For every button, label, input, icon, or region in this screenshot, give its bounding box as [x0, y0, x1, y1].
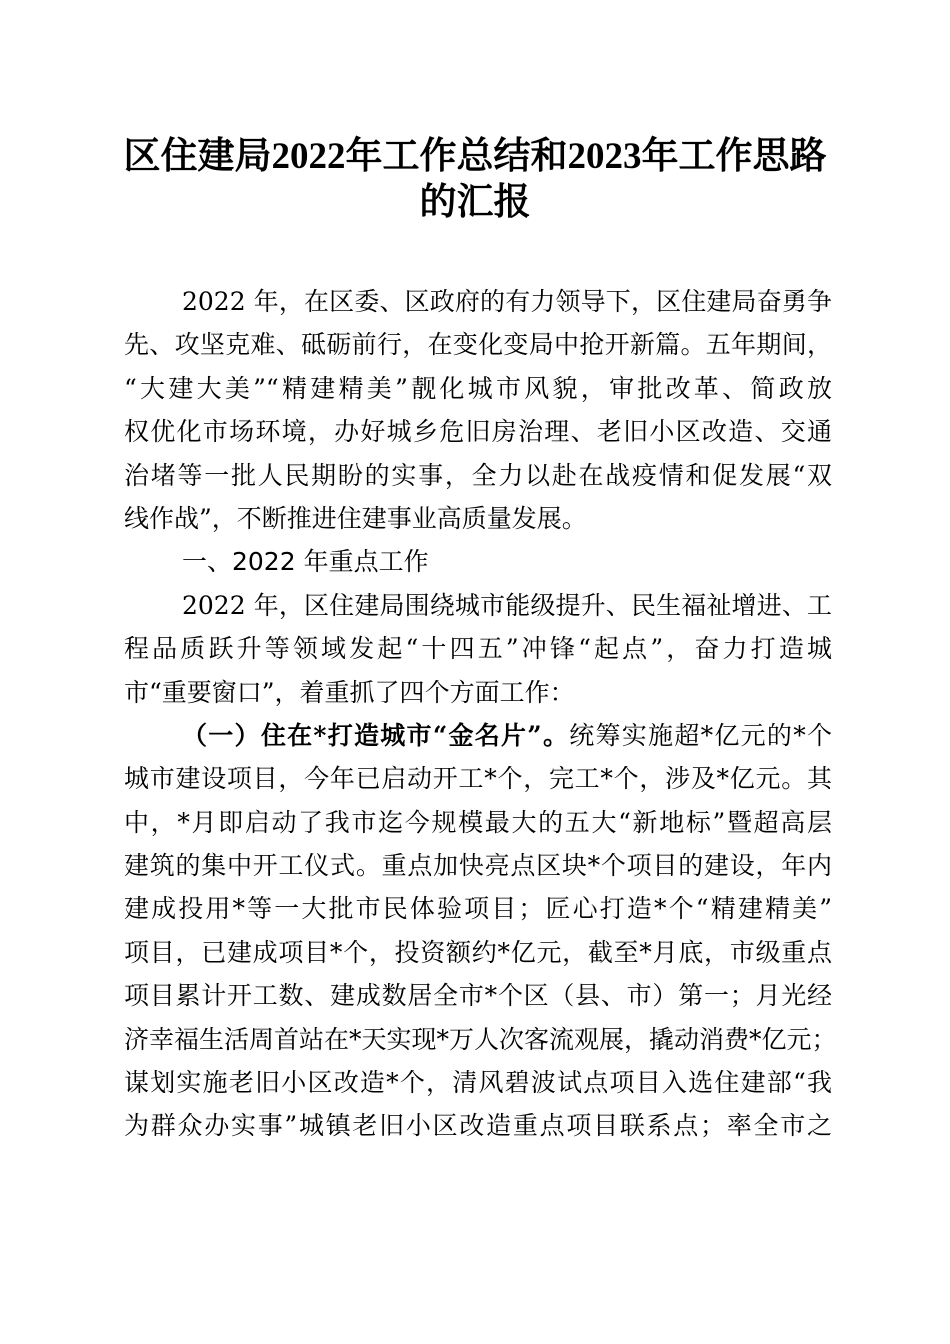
text-line: 程品质跃升等领域发起“十四五”冲锋“起点”，奋力打造城 — [124, 634, 832, 664]
subheading: （一）住在*打造城市“金名片”。 — [182, 720, 570, 750]
text-line: 2022 年，区住建局围绕城市能级提升、民生福祉增进、工 — [182, 590, 832, 620]
text-line: 济幸福生活周首站在*天实现*万人次客流观展，撬动消费*亿元； — [124, 1024, 837, 1054]
document-body — [124, 280, 837, 1148]
text-line: 谋划实施老旧小区改造*个，清风碧波试点项目入选住建部“我 — [124, 1068, 832, 1098]
item-1-paragraph — [124, 714, 837, 1148]
text-span: 统筹实施超*亿元的*个 — [569, 720, 832, 750]
title-line-1: 区住建局2022年工作总结和2023年工作思路 — [123, 136, 827, 177]
text-line: 项目，已建成项目*个，投资额约*亿元，截至*月底，市级重点 — [124, 937, 832, 967]
intro-paragraph — [124, 280, 832, 540]
text-line: 城市建设项目，今年已启动开工*个，完工*个，涉及*亿元。其 — [124, 764, 832, 794]
text-line: “大建大美”“精建精美”靓化城市风貌，审批改革、简政放 — [124, 373, 832, 403]
text-line: 权优化市场环境，办好城乡危旧房治理、老旧小区改造、交通 — [124, 417, 832, 447]
text-line: 中，*月即启动了我市迄今规模最大的五大“新地标”暨超高层 — [124, 807, 832, 837]
text-line: 2022 年，在区委、区政府的有力领导下，区住建局奋勇争 — [182, 287, 832, 316]
section-heading: 一、2022 年重点工作 — [182, 547, 429, 577]
text-line: 市“重要窗口”，着重抓了四个方面工作： — [124, 677, 575, 707]
text-line: 建成投用*等一大批市民体验项目；匠心打造*个“精建精美” — [124, 894, 832, 924]
text-line — [124, 714, 832, 757]
text-line: 建筑的集中开工仪式。重点加快亮点区块*个项目的建设，年内 — [124, 851, 832, 881]
section-intro-paragraph — [124, 584, 832, 714]
text-line: 线作战”，不断推进住建事业高质量发展。 — [124, 503, 587, 533]
text-line: 治堵等一批人民期盼的实事，全力以赴在战疫情和促发展“双 — [124, 460, 832, 490]
text-line: 为群众办实事”城镇老旧小区改造重点项目联系点；率全市之 — [124, 1111, 832, 1141]
text-line: 先、攻坚克难、砥砺前行，在变化变局中抢开新篇。五年期间， — [124, 330, 832, 360]
title-line-2: 的汇报 — [419, 182, 531, 223]
text-line: 项目累计开工数、建成数居全市*个区（县、市）第一；月光经 — [124, 981, 832, 1011]
document-title — [0, 134, 950, 226]
